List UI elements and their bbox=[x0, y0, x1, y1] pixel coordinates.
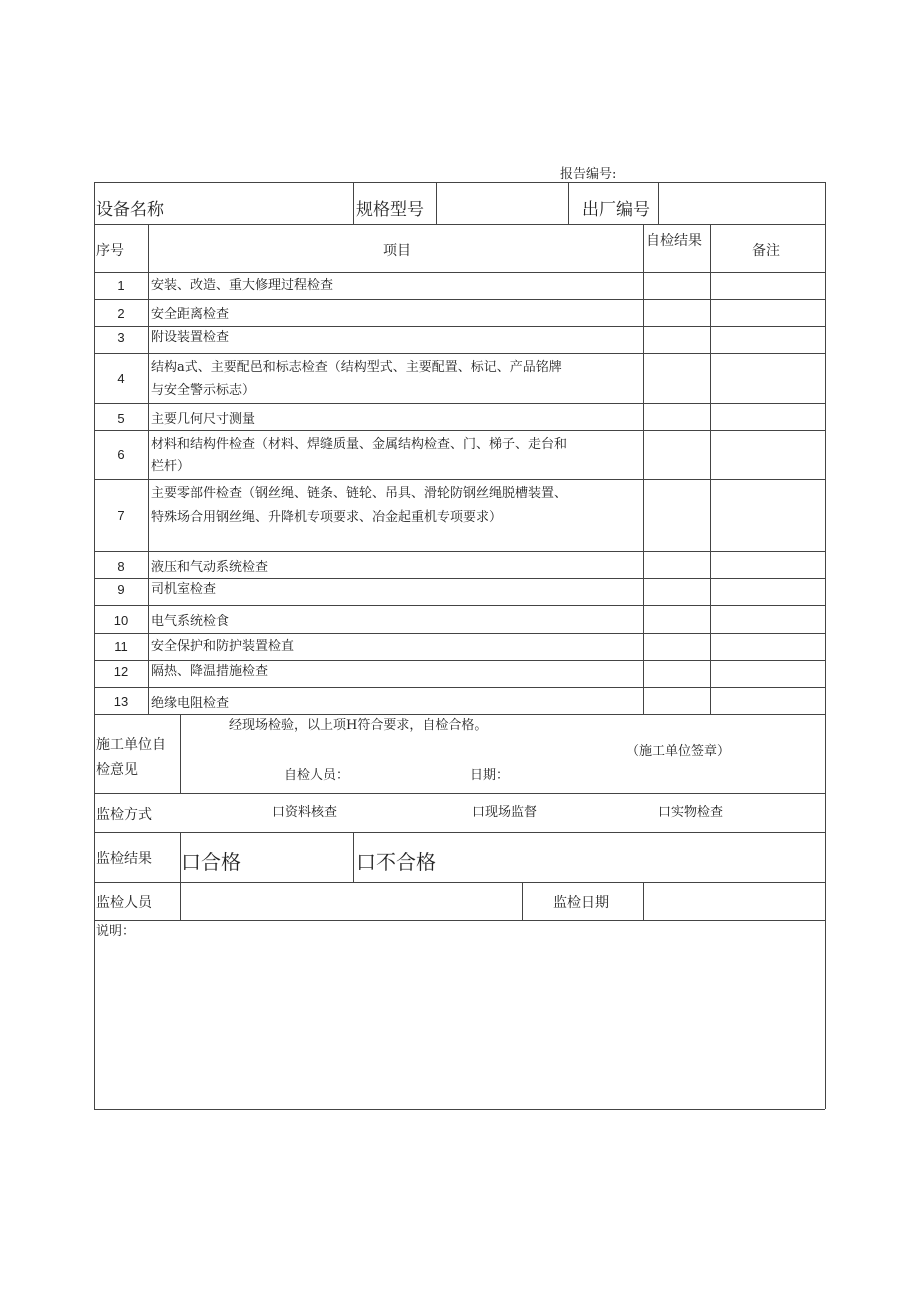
row-number: 8 bbox=[117, 559, 125, 574]
row-item: 电气系统检食 bbox=[151, 614, 230, 629]
result-pass-checkbox[interactable]: 口合格 bbox=[181, 850, 241, 874]
row-number: 10 bbox=[113, 613, 129, 628]
row-item: 安全距离检查 bbox=[151, 307, 230, 322]
row-item-line1: 主要零部件检查（钢丝绳、链条、链轮、吊具、滑轮防钢丝绳脱槽装置、 bbox=[151, 486, 568, 501]
opinion-date: 日期： bbox=[470, 768, 510, 783]
personnel-date-label: 监检日期 bbox=[553, 895, 609, 911]
equipment-name-label: 设备名称 bbox=[96, 200, 164, 220]
row-number: 4 bbox=[117, 371, 125, 386]
opinion-label-line2: 检意见 bbox=[96, 762, 138, 778]
row-item: 安装、改造、重大修理过程检查 bbox=[151, 278, 334, 293]
row-item-line1: 结构a式、主要配邑和标志检查（结构型式、主要配置、标记、产品铭牌 bbox=[151, 360, 562, 375]
method-option-documents[interactable]: 口资料核查 bbox=[272, 805, 338, 820]
personnel-label: 监检人员 bbox=[96, 895, 152, 911]
row-item-line2: 特殊场合用钢丝绳、升降机专项要求、冶金起重机专项要求） bbox=[151, 510, 503, 525]
col-item-header: 项目 bbox=[383, 243, 411, 259]
row-item: 隔热、降温措施检查 bbox=[151, 664, 269, 679]
result-fail-checkbox[interactable]: 口不合格 bbox=[356, 850, 436, 874]
spec-model-label: 规格型号 bbox=[356, 200, 424, 220]
opinion-label-line1: 施工单位自 bbox=[96, 737, 166, 753]
notes-label: 说明： bbox=[96, 924, 136, 939]
method-label: 监检方式 bbox=[96, 807, 152, 823]
row-number: 13 bbox=[113, 694, 129, 709]
opinion-seal: （施工单位签章） bbox=[626, 744, 731, 759]
row-number: 5 bbox=[117, 411, 125, 426]
row-number: 9 bbox=[117, 582, 125, 597]
col-remark-header: 备注 bbox=[752, 243, 780, 259]
row-item: 液压和气动系统检查 bbox=[151, 560, 269, 575]
row-item-line1: 材料和结构件检查（材料、焊缝质量、金属结构检查、门、梯子、走台和 bbox=[151, 437, 568, 452]
method-option-onsite[interactable]: 口现场监督 bbox=[472, 805, 538, 820]
row-item: 司机室检查 bbox=[151, 582, 217, 597]
row-number: 11 bbox=[114, 639, 128, 654]
row-item: 附设装置检查 bbox=[151, 330, 230, 345]
result-label: 监检结果 bbox=[96, 851, 152, 867]
report-number-label: 报告编号: bbox=[560, 167, 617, 182]
row-number: 2 bbox=[117, 306, 125, 321]
row-number: 12 bbox=[113, 664, 129, 679]
row-item: 主要几何尺寸测量 bbox=[151, 412, 256, 427]
col-self-check-header: 自检结果 bbox=[646, 233, 702, 249]
row-number: 7 bbox=[117, 508, 125, 523]
opinion-text: 经现场检验，以上项H符合要求，自检合格。 bbox=[229, 718, 488, 733]
method-option-physical[interactable]: 口实物检查 bbox=[658, 805, 724, 820]
row-number: 3 bbox=[117, 330, 125, 345]
opinion-inspector: 自检人员： bbox=[284, 768, 350, 783]
col-seq-header: 序号 bbox=[96, 243, 124, 259]
row-number: 1 bbox=[117, 278, 125, 293]
row-item-line2: 与安全警示标志） bbox=[151, 383, 256, 398]
row-item-line2: 栏杆） bbox=[151, 459, 191, 474]
row-item: 绝缘电阻检查 bbox=[151, 696, 230, 711]
factory-number-label: 出厂编号 bbox=[582, 200, 650, 220]
row-number: 6 bbox=[117, 447, 125, 462]
row-item: 安全保护和防护装置检直 bbox=[151, 639, 295, 654]
